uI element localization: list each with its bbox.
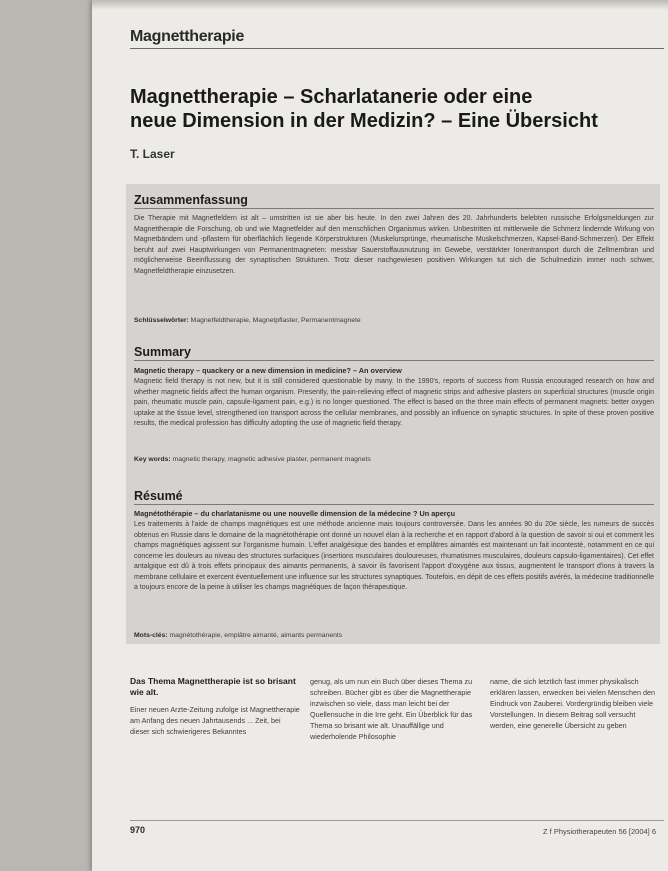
journal-page xyxy=(92,0,668,871)
keywords-text: magnetic therapy, magnetic adhesive plaster, permanent magnets xyxy=(172,456,371,463)
body-column-1 xyxy=(130,676,302,737)
resume-body: Les traitements à l'aide de champs magnétiques est une méthode ancienne mais toujours controversée. Dans les années 90 du 20e siècle, les rumeurs de succès obtenus en Russie dans le domaine de la magnétothérapie ont donné un nouvel élan à la recherche et en rapport d'abord à la question de savoir si oui et comment les champs magnétiques agissent sur l'organisme humain. L'effet analgésique des bandes et emplâtres aimantés est maintenant un fait incontesté, notamment en ce qui concerne les douleurs au niveau des structures surfaciques (insertions musculaires douloureuses, rhumatismes musculaires, douleurs capsulo-ligamentaires). Cet effet antalgique est dû à trois effets principaux des aimants permanents, à savoir ils favorisent l'apport d'oxygène aux tissus, augmentent le transport d'ions à travers la membrane cellulaire et exercent éventuellement une influence sur les structures synaptiques. Toutefois, en dépit de ces effets positifs avérés, la médecine traditionnelle a toujours encore de la peine à utiliser les champs magnétiques de façon thérapeutique. xyxy=(134,521,654,591)
footer-rule xyxy=(130,820,664,821)
resume-rule xyxy=(134,504,654,505)
author: T. Laser xyxy=(130,147,175,161)
article-title xyxy=(130,85,650,133)
keywords-label: Key words: xyxy=(134,456,171,463)
section-label: Magnettherapie xyxy=(130,28,245,45)
journal-citation: Z f Physiotherapeuten 56 [2004] 6 xyxy=(543,827,656,836)
title-line-1: Magnettherapie – Scharlatanerie oder eine xyxy=(130,86,533,108)
body-column-3 xyxy=(490,676,662,731)
resume-subtitle: Magnétothérapie – du charlatanisme ou une nouvelle dimension de la médecine ? Un aperçu xyxy=(134,509,456,518)
summary-body: Magnetic field therapy is not new, but it is still considered questionable by many. In the 1990's, reports of success from Russia encouraged research on how and whether magnetic fields affect the human organism. Presently, the pain-relieving effect of magnetic strips and adhesive plasters on superficial structures (muscle origin pain, rheumatic muscle pain, capsule-ligament pain, e.g.) is no longer questioned. The effect is based on the three main effects of permanent magnets: better oxygen uptake at the tissue level, strengthened ion transport across the cellular membranes, and possibly an influence on synaptic structures. In spite of these proven positive results, the medical profession has difficulty adopting the use of magnetic field therapy. xyxy=(134,378,654,427)
page-number: 970 xyxy=(130,825,146,835)
column-heading: Das Thema Magnettherapie ist so brisant wie alt. xyxy=(130,676,296,697)
column-text: genug, als um nun ein Buch über dieses Thema zu schreiben. Bücher gibt es über die Magnettherapie inzwischen so viele, dass man leicht bei der Quellensuche in die Irre geht. Ein Überblick für das Thema so brisant wie alt. Unauffällige und wiederholende Philosophie xyxy=(310,677,473,741)
header-rule xyxy=(130,48,664,49)
keywords-text: Magnetfeldtherapie, Magnetpflaster, Permanentmagnete xyxy=(190,317,361,324)
summary-rule xyxy=(134,360,654,361)
keywords-text: magnétothérapie, emplâtre aimanté, aimants permanents xyxy=(169,632,343,639)
column-text: Einer neuen Arzte-Zeitung zufolge ist Magnettherapie am Anfang des neuen Jahrtausends ... Zeit, bei dieser sich schwierigeres Bekanntes xyxy=(130,705,300,736)
summary-heading: Summary xyxy=(134,345,191,359)
zusammenfassung-rule xyxy=(134,208,654,209)
summary-keywords xyxy=(134,455,654,465)
keywords-label: Mots-clés: xyxy=(134,632,168,639)
zusammenfassung-heading: Zusammenfassung xyxy=(134,193,248,207)
keywords-label: Schlüsselwörter: xyxy=(134,317,189,324)
scan-top-shadow xyxy=(92,0,668,10)
zusammenfassung-body: Die Therapie mit Magnetfeldern ist alt – umstritten ist sie aber bis heute. In den zwei Jahren des 20. Jahrhunderts belebten russische Erfolgsmeldungen zur Magnettherapie die Forschung, ob und wie Magnetfelder auf den menschlichen Organismus wirken. Unbestritten ist mittlerweile die Schmerz lindernde Wirkung von Magnetbändern und -pflastern für oberflächlich liegende Körperstrukturen (Muskelursprünge, rheumatische Muskelschmerzen, Kapsel-Band-Schmerzen). Der Effekt beruht auf zwei Hauptwirkungen von Permanentmagneten: messbar Sauerstoffausnutzung im Gewebe, verstärkter Ionentransport durch die Zellmembran und möglicherweise Beeinflussung der synaptischen Strukturen. Trotz dieser nachgewiesen positiven Wirkungen tut sich die Schulmedizin immer noch schwer, Magnetfeldtherapie einzusetzen. xyxy=(134,215,654,275)
body-column-2 xyxy=(310,676,482,742)
column-text: name, die sich letztlich fast immer physikalisch erklären lassen, erwecken bei vielen Menschen den Eindruck von Zauberei. Vordergründig bleiben viele Vorstellungen. In diesem Beitrag soll versucht werden, eine generelle Übersicht zu geben xyxy=(490,677,656,730)
resume-keywords xyxy=(134,631,654,641)
resume-heading: Résumé xyxy=(134,489,183,503)
zusammenfassung-keywords xyxy=(134,316,654,326)
summary-subtitle: Magnetic therapy – quackery or a new dimension in medicine? – An overview xyxy=(134,366,402,375)
title-line-2: neue Dimension in der Medizin? – Eine Übersicht xyxy=(130,110,598,132)
